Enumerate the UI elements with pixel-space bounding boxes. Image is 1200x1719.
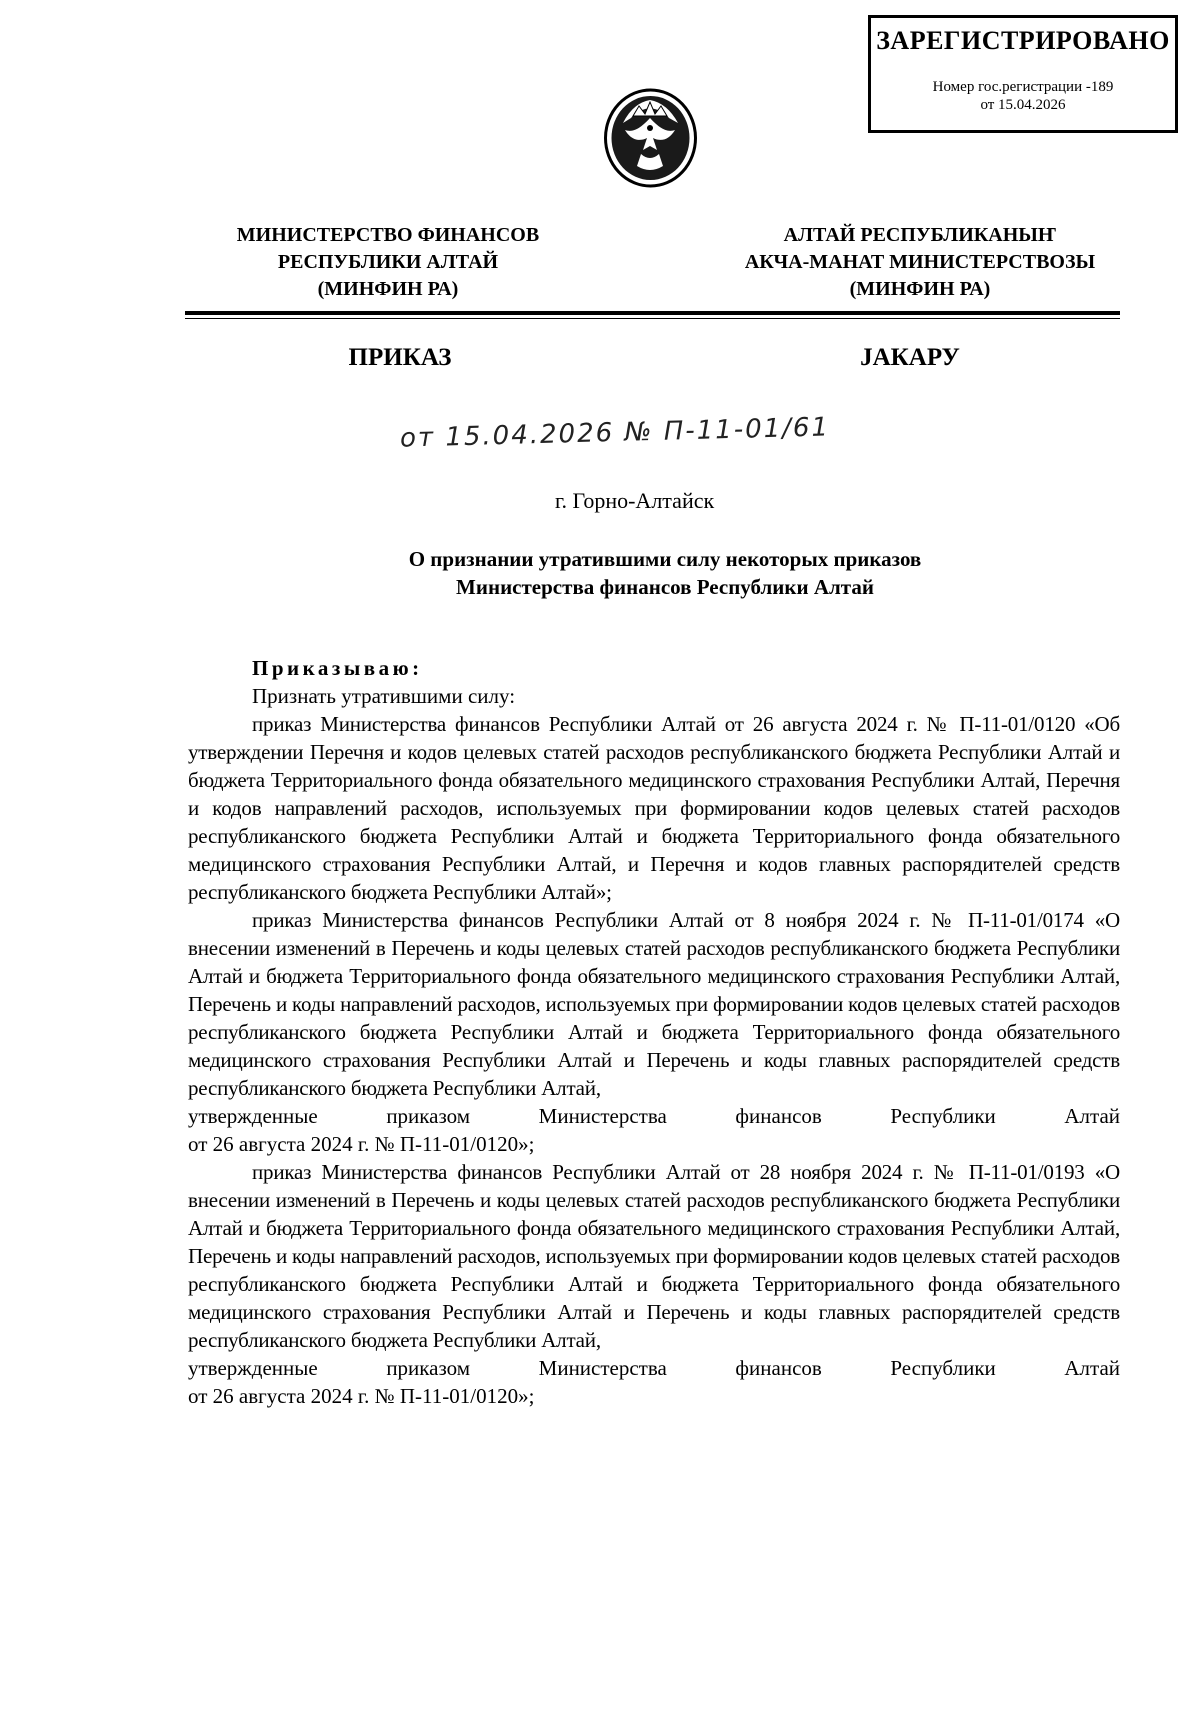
stamp-reg-number: Номер гос.регистрации -189 bbox=[932, 79, 1114, 95]
ministry-name-alt-line-3: (МИНФИН РА) bbox=[849, 278, 991, 300]
doc-type-altai: ЈАКАРУ bbox=[860, 344, 960, 371]
spread-word: Алтай bbox=[1064, 1104, 1120, 1128]
registration-stamp bbox=[868, 15, 1178, 133]
spread-word: утвержденные bbox=[188, 1356, 318, 1380]
order-subject bbox=[300, 545, 1030, 601]
doc-type-russian: ПРИКАЗ bbox=[348, 344, 452, 371]
ministry-name-russian bbox=[218, 222, 558, 303]
order-body bbox=[188, 654, 1120, 1410]
spread-word: Министерства bbox=[538, 1104, 667, 1128]
handwritten-date-number: от 15.04.2026 № П-11-01/61 bbox=[399, 412, 831, 454]
spread-word: финансов bbox=[735, 1356, 822, 1380]
ministry-name-altai bbox=[720, 222, 1120, 303]
repealed-item-3: приказ Министерства финансов Республики Алтай от 28 ноября 2024 г. № П-11-01/0193 «О внесении изменений в Перечень и коды целевых статей расходов республиканского бюджета Республики Алтай и бюджета Территориального фонда обязательного медицинского страхования Республики Алтай, Перечень и коды направлений расходов, используемых при формировании кодов целевых статей расходов республиканского бюджета Республики Алтай и бюджета Территориального фонда обязательного медицинского страхования Республики Алтай и Перечень и коды главных распорядителей средств республиканского бюджета Республики Алтай, bbox=[188, 1160, 1120, 1352]
repealed-item-2-spread-line bbox=[188, 1102, 1120, 1130]
repealed-item-1: приказ Министерства финансов Республики Алтай от 26 августа 2024 г. № П-11-01/0120 «Об утверждении Перечня и кодов целевых статей расходов республиканского бюджета Республики Алтай и бюджета Территориального фонда обязательного медицинского страхования Республики Алтай, Перечня и кодов направлений расходов, используемых при формировании кодов целевых статей расходов республиканского бюджета Республики Алтай и бюджета Территориального фонда обязательного медицинского страхования Республики Алтай, и Перечня и кодов главных распорядителей средств республиканского бюджета Республики Алтай»; bbox=[188, 712, 1120, 904]
spread-word: приказом bbox=[386, 1104, 471, 1128]
repealed-item-2: приказ Министерства финансов Республики Алтай от 8 ноября 2024 г. № П-11-01/0174 «О внесении изменений в Перечень и коды целевых статей расходов республиканского бюджета Республики Алтай и бюджета Территориального фонда обязательного медицинского страхования Республики Алтай, Перечень и коды направлений расходов, используемых при формировании кодов целевых статей расходов республиканского бюджета Республики Алтай и бюджета Территориального фонда обязательного медицинского страхования Республики Алтай и Перечень и коды главных распорядителей средств республиканского бюджета Республики Алтай, bbox=[188, 908, 1120, 1100]
spread-word: финансов bbox=[735, 1104, 822, 1128]
ministry-name-ru-line-1: МИНИСТЕРСТВО ФИНАНСОВ bbox=[236, 224, 540, 246]
ministry-name-ru-line-2: РЕСПУБЛИКИ АЛТАЙ bbox=[277, 251, 499, 273]
repealed-item-3-end: от 26 августа 2024 г. № П-11-01/0120»; bbox=[188, 1384, 535, 1408]
repealed-item-3-spread-line bbox=[188, 1354, 1120, 1382]
stamp-reg-date: от 15.04.2026 bbox=[980, 97, 1066, 113]
spread-word: утвержденные bbox=[188, 1104, 318, 1128]
ministry-name-alt-line-2: АКЧА-МАНАТ МИНИСТЕРСТВОЗЫ bbox=[744, 251, 1096, 273]
order-intro: Признать утратившими силу: bbox=[252, 684, 516, 708]
header-divider-thin bbox=[185, 318, 1120, 319]
ministry-name-ru-line-3: (МИНФИН РА) bbox=[317, 278, 459, 300]
repealed-item-2-end: от 26 августа 2024 г. № П-11-01/0120»; bbox=[188, 1132, 535, 1156]
spread-word: Министерства bbox=[538, 1356, 667, 1380]
header-divider-thick bbox=[185, 311, 1120, 315]
stamp-title: ЗАРЕГИСТРИРОВАНО bbox=[876, 26, 1170, 55]
subject-line-2: Министерства финансов Республики Алтай bbox=[456, 575, 874, 599]
spread-word: Республики bbox=[890, 1356, 996, 1380]
city-line: г. Горно-Алтайск bbox=[555, 488, 715, 513]
spread-word: Алтай bbox=[1064, 1356, 1120, 1380]
coat-of-arms-icon bbox=[603, 88, 698, 188]
spread-word: приказом bbox=[386, 1356, 471, 1380]
subject-line-1: О признании утратившими силу некоторых приказов bbox=[408, 547, 922, 571]
ministry-name-alt-line-1: АЛТАЙ РЕСПУБЛИКАНЫҤ bbox=[783, 224, 1057, 246]
order-word: Приказываю: bbox=[252, 656, 423, 680]
spread-word: Республики bbox=[890, 1104, 996, 1128]
